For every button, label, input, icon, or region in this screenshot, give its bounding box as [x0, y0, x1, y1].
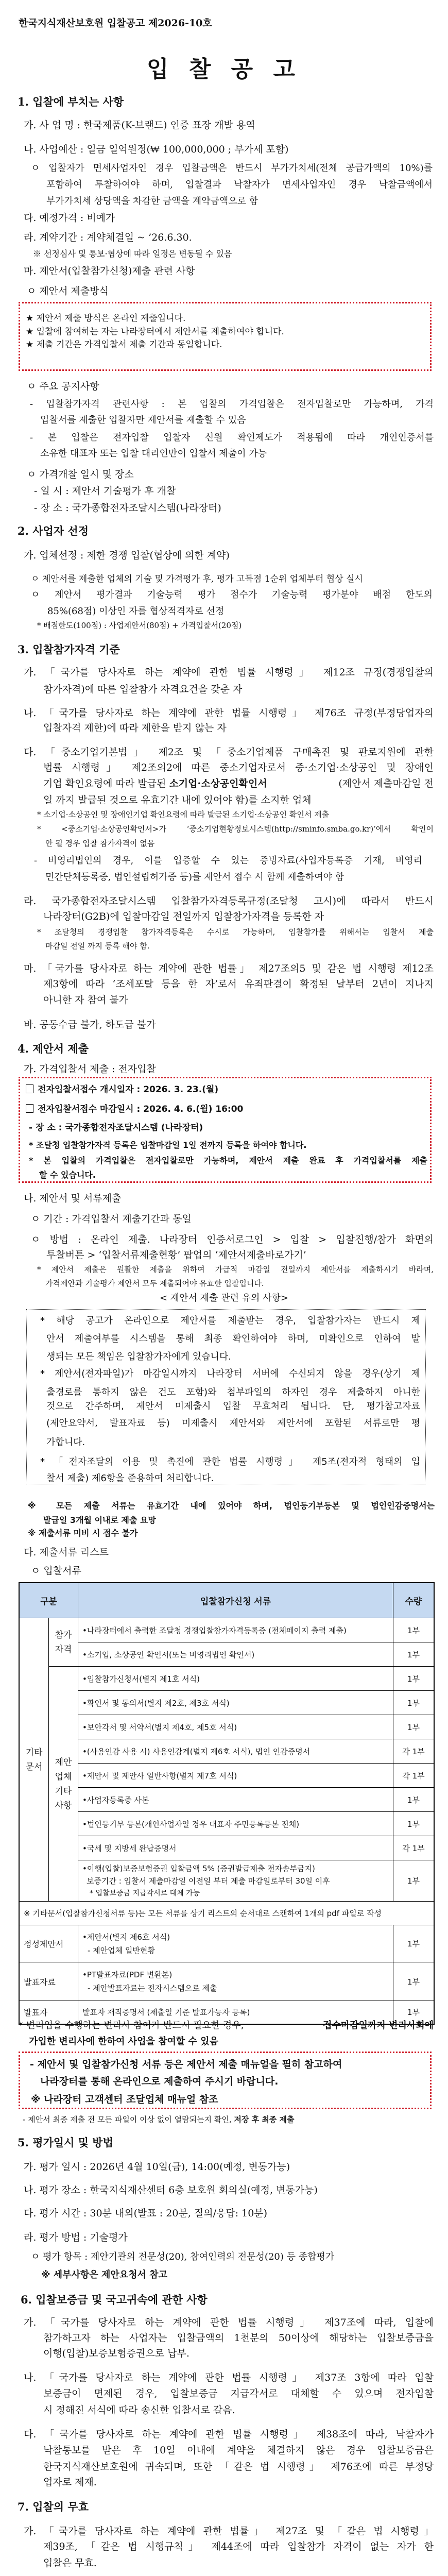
- item-proposal-submission: 마. 제안서(입찰참가신청)제출 관련 사항: [24, 265, 195, 277]
- submission-method-label: ㅇ 제안서 제출방식: [27, 285, 109, 297]
- section-heading: 2. 사업자 선정: [18, 524, 89, 537]
- table-row: [19, 1691, 434, 1715]
- note-emphasis: 접수마감일까지 변리사회에: [323, 2020, 434, 2031]
- document-quantity: 1부: [393, 1618, 435, 1642]
- table-row: [19, 1902, 434, 1925]
- invalid-bid-item: 제39조, 「같은 법 시행규칙」 제44조에 따라 입찰참가 자격이 없는 자가 한: [43, 2541, 434, 2552]
- document-quantity: 1부: [393, 1812, 435, 1836]
- bid-open-date: [26, 1082, 448, 1095]
- vat-note: 부가가치세 상당액을 차감한 금액을 계약금액으로 함: [46, 196, 259, 207]
- item-project-name: 가. 사 업 명 : 한국제품(K-브랜드) 인증 표장 개발 용역: [24, 120, 255, 131]
- document-name: •(사용인감 사용 시) 사용인감계(별지 제6호 서식), 법인 인감증명서: [78, 1739, 393, 1764]
- table-row: [19, 1860, 434, 1902]
- document-quantity: 1부: [393, 1642, 435, 1667]
- submission-method: 투찰버튼 > ‘입찰서류제출현황’ 팝업의 ‘제안서제출바로가기’: [46, 1249, 306, 1261]
- table-row: [19, 1925, 434, 1962]
- doc-line: •제안서(별지 제6호 서식): [82, 1932, 170, 1942]
- bond-line: 보증기간 : 입찰서 제출마감일 이전일 부터 제출 마감일로부터 30일 이후: [87, 1876, 330, 1886]
- invalid-bid-item: 입찰은 무효.: [43, 2557, 97, 2569]
- vat-note: 포함하여 투찰하여야 하며, 입찰결과 낙찰자가 면세사업자인 경우 낙찰금액에서: [46, 179, 433, 190]
- bid-bond-item: 낙찰통보를 받은 후 10일 이내에 계약을 체결하지 않은 경우 입찰보증금은: [43, 2445, 434, 2456]
- document-quantity: 1부: [393, 1925, 435, 1962]
- document-quantity: 각 1부: [393, 1739, 435, 1764]
- qualification-note: 안 될 경우 입찰 참가자격이 없음: [45, 839, 155, 848]
- bid-bond-item: 이행(입찰)보증보험증권으로 납부.: [43, 2348, 189, 2359]
- item-proposal-docs: 나. 제안서 및 서류제출: [24, 1193, 122, 1204]
- bid-bond-item: 가. 「국가를 당사자로 하는 계약에 관한 법률 시행령」 제37조에 따라, 입찰에: [24, 2317, 434, 2328]
- invalid-bid-item: 가. 「국가를 당사자로 하는 계약에 관한 법률」 제27조 및 「같은 법 시행령」: [24, 2526, 434, 2537]
- bid-bond-item: 나. 「국가를 당사자로 하는 계약에 관한 법률 시행령」 제37조 3항에 따라 입찰: [24, 2372, 434, 2383]
- section-heading: 4. 제안서 제출: [18, 1042, 89, 1055]
- registration-note: * 조달청의 경쟁입찰 참가자격등록은 수시로 가능하며, 입찰참가를 위해서는 입찰서 제출: [37, 927, 434, 937]
- bid-documents-label: ㅇ 입찰서류: [31, 1565, 81, 1577]
- document-name: •국세 및 지방세 완납증명서: [78, 1836, 393, 1860]
- table-row: [19, 1788, 434, 1812]
- qualification-item: 법률 시행령」 제2조의2에 따른 중소기업자로서 중·소기업·소상공인 및 장애인: [43, 762, 434, 773]
- section-heading: 7. 입찰의 무효: [18, 2500, 89, 2513]
- registration-note: 마감일 전일 까지 등록 해야 함.: [45, 941, 150, 951]
- submission-method: ㅇ 방법 : 온라인 제출. 나라장터 인증서로그인 > 입찰 > 입찰진행/참가 화면의: [31, 1234, 434, 1245]
- qualification-item: 바. 공동수급 불가, 하도급 불가: [24, 1019, 156, 1030]
- selection-bullet: ㅇ 제안서 평가결과 기술능력 평가 점수가 기술능력 평가분야 배점 한도의: [31, 589, 433, 600]
- doc-line: - 제안업체 일반현황: [88, 1945, 155, 1955]
- item-document-list: 다. 제출서류 리스트: [24, 1547, 109, 1558]
- group-qualification: 참가 자격: [49, 1618, 78, 1667]
- document-number: 한국지식재산보호원 입찰공고 제2026-10호: [19, 18, 212, 29]
- qualification-item: 나. 「국가를 당사자로 하는 계약에 관한 법률 시행령」 제76조 규정(부정당업자의: [24, 707, 434, 719]
- evaluation-note: ※ 세부사항은 제안요청서 참고: [41, 2269, 167, 2280]
- bid-bond-item: 한국지식재산보호원에 귀속되며, 또한 「같은 법 시행령」 제76조에 따른 부정당: [43, 2461, 434, 2472]
- document-name: •법인등기부 등본(개인사업자일 경우 대표자 주민등록등본 전체): [78, 1812, 393, 1836]
- qualification-item: 마. 「국가를 당사자로 하는 계약에 관한 법률」 제27조의5 및 같은 법 시행령 제12조: [24, 963, 434, 974]
- qualification-item: 나라장터(G2B)에 입찰마감일 전일까지 입찰참가자격을 등록한 자: [43, 911, 324, 922]
- group-vendor-other: 제안 업체 기타 사항: [49, 1667, 78, 1902]
- document-quantity: 1부: [393, 2001, 435, 2024]
- notice-item: - 입찰참가자격 관련사항 : 본 입찰의 가격입찰은 전자입찰로만 가능하며, 가격: [30, 399, 434, 410]
- evaluation-duration: 다. 평가 시간 : 30분 내외(발표 : 20분, 질의/응답: 10분): [24, 2208, 268, 2219]
- scan-note: ※ 기타문서(입찰참가신청서류 등)는 모든 서류를 상기 리스트의 순서대로 스캔하여 1개의 pdf 파일로 작성: [19, 1902, 434, 1925]
- document-name: •입찰참가신청서(별지 제1호 서식): [78, 1667, 393, 1691]
- caution-item: 생되는 모든 책임은 입찰참가자에게 있습니다.: [46, 1351, 231, 1362]
- schedule-text: 전자입찰서접수 개시일자 : 2026. 3. 23.(월): [38, 1084, 219, 1095]
- caution-item: * 제안서(전자파일)가 마감일시까지 나라장터 서버에 수신되지 않을 경우(상기 제: [40, 1368, 420, 1379]
- qualification-item: [43, 776, 434, 790]
- item-budget: 나. 사업예산 : 일금 일억원정(₩ 100,000,000 ; 부가세 포함): [24, 144, 289, 155]
- notice-item: 입찰서를 제출한 입찰자만 제안서를 제출할 수 있음: [40, 415, 246, 426]
- document-quantity: 1부: [393, 1667, 435, 1691]
- opening-label: ㅇ 가격개찰 일시 및 장소: [27, 469, 134, 480]
- document-name: •소기업, 소상공인 확인서(또는 비영리법인 확인서): [78, 1642, 393, 1667]
- caution-item: 출경로를 통하지 않은 건도 포함)와 첨부파일의 하자인 경우 제출하지 아니한: [46, 1387, 420, 1398]
- table-header-row: [19, 1583, 434, 1618]
- note-text: - 제안서 최종 제출 전 모든 파일이 이상 없이 열람되는지 확인,: [23, 2115, 234, 2124]
- bid-bond-item: 시 정해진 서식에 따라 송신한 입찰서로 갈음.: [43, 2404, 235, 2416]
- item-contract-period: 라. 계약기간 : 계약체결일 ~ ’26.6.30.: [24, 232, 192, 243]
- caution-item: 찰서 제출) 제6항을 준용하여 처리합니다.: [46, 1473, 214, 1484]
- item-price-bid: 가. 가격입찰서 제출 : 전자입찰: [24, 1063, 156, 1075]
- qualification-text: 기업 확인요령에 따라 발급된: [43, 778, 169, 789]
- evaluation-place: 나. 평가 장소 : 한국지식재산센터 6층 보호원 회의실(예정, 변동가능): [24, 2184, 318, 2196]
- table-row: [19, 1962, 434, 2001]
- evaluation-method: 라. 평가 방법 : 기술평가: [24, 2232, 128, 2243]
- manual-note: - 제안서 및 입찰참가신청 서류 등은 제안서 제출 매뉴얼을 필히 참고하여: [30, 2059, 342, 2070]
- table-row: [19, 1812, 434, 1836]
- caution-item: * 「전자조달의 이용 및 촉진에 관한 법률 시행령」 제5조(전자적 형태의 입: [40, 1456, 420, 1467]
- note-emphasis: 저장 후 최종 제출: [234, 2115, 295, 2124]
- table-row: [19, 1642, 434, 1667]
- section-heading: 5. 평가일시 및 방법: [18, 2136, 113, 2149]
- patent-attorney-note: 가입한 변리사에 한하여 사업을 참여할 수 있음: [29, 2036, 218, 2047]
- submission-note: * 제안서 제출은 원활한 제출을 위하여 가급적 마감일 전일까지 제안서를 제출하시기 바라며,: [37, 1265, 434, 1274]
- presenter-label: 발표자: [19, 2001, 78, 2024]
- final-submission-note: [23, 2114, 448, 2125]
- nonprofit-note: - 비영리법인의 경우, 이를 입증할 수 있는 증빙자료(사업자등록증 기재, 비영리: [34, 855, 422, 866]
- notice-box-item: ★ 입찰에 참여하는 자는 나라장터에서 제안서를 제출하여야 합니다.: [26, 327, 284, 337]
- qualification-text-group: [43, 776, 267, 790]
- note-text: * 변리업을 수행하는 변리사 참여가 반드시 필요한 경우,: [19, 2020, 244, 2031]
- document-name: [78, 1860, 393, 1902]
- incomplete-documents-warning: ※ 제출서류 미비 시 접수 불가: [28, 1528, 138, 1538]
- qualification-note: * 소기업·소상공인 및 장애인기업 확인요령에 따라 발급된 소기업·소상공인 확인서 제출: [37, 810, 330, 819]
- presentation-materials-label: 발표자료: [19, 1962, 78, 2001]
- document-name: [78, 1962, 393, 2001]
- bid-close-datetime: [26, 1101, 448, 1114]
- qualification-item: 라. 국가종합전자조달시스템 입찰참가자격등록규정(조달청 고시)에 따라서 반드시: [24, 895, 434, 907]
- table-row: [19, 1764, 434, 1788]
- schedule-note: ※ 선정심사 및 통보·협상에 따라 일정은 변동될 수 있음: [33, 249, 232, 259]
- evaluation-items: ㅇ 평가 항목 : 제안기관의 전문성(20), 참여인력의 전문성(20) 등 종합평가: [31, 2251, 335, 2262]
- document-quantity: 각 1부: [393, 1764, 435, 1788]
- qualification-item: 참가자격)에 따른 입찰참가 자격요건을 갖춘 자: [43, 684, 243, 695]
- schedule-text: 전자입찰서접수 마감일시 : 2026. 4. 6.(월) 16:00: [38, 1104, 244, 1114]
- bid-bond-item: 다. 「국가를 당사자로 하는 계약에 관한 법률 시행령」 제38조에 따라, 낙찰자가: [24, 2429, 434, 2440]
- qualitative-proposal-label: 정성제안서: [19, 1925, 78, 1962]
- document-name: •제안서 및 제안사 일반사항(별지 제7호 서식): [78, 1764, 393, 1788]
- qualification-item: 다. 「중소기업기본법」 제2조 및 「중소기업제품 구매촉진 및 판로지원에 관한: [24, 747, 434, 758]
- submission-period: ㅇ 기간 : 가격입찰서 제출기간과 동일: [31, 1213, 192, 1225]
- caution-item: 것으로 간주하며, 제안서 미제출시 입찰 무효처리 됩니다. 단, 평가참고자료: [46, 1401, 420, 1412]
- section-heading: 6. 입찰보증금 및 국고귀속에 관한 사항: [21, 2293, 208, 2306]
- qualification-item: 입찰자격 제한)에 따라 제한을 받지 않는 자: [43, 722, 227, 734]
- document-name: •보안각서 및 서약서(별지 제4호, 제5호 서식): [78, 1715, 393, 1739]
- caution-item: 안서 제출여부를 시스템을 통해 최종 확인하여야 하며, 미확인으로 인하여 발: [46, 1333, 420, 1344]
- document-quantity: 1부: [393, 1962, 435, 2001]
- bid-bond-item: 업자로 제재.: [43, 2477, 97, 2488]
- score-note: * 배점한도(100점) : 사업제안서(80점) + 가격입찰서(20점): [37, 621, 242, 630]
- caution-item: (제안요약서, 발표자료 등) 미제출시 제안서와 제안서에 포함된 서류로만 평: [46, 1418, 420, 1429]
- notice-box-item: ★ 제안서 제출 방식은 온라인 제출입니다.: [26, 313, 186, 324]
- qualification-item: 가. 「국가를 당사자로 하는 계약에 관한 법률 시행령」 제12조 규정(경쟁입찰의: [24, 667, 434, 678]
- document-name: 발표자 재직증명서 (제출일 기준 발표가능자 등록): [78, 2001, 393, 2024]
- document-name: [78, 1925, 393, 1962]
- document-name: •사업자등록증 사본: [78, 1788, 393, 1812]
- document-name: •확인서 및 동의서(별지 제2호, 제3호 서식): [78, 1691, 393, 1715]
- nonprofit-note: 민간단체등록증, 법인설립허가증 등)를 제안서 접수 시 함께 제출하여야 함: [45, 872, 344, 883]
- documents-table: [19, 1582, 435, 2025]
- vat-note: ㅇ 입찰자가 면세사업자인 경우 입찰금액은 반드시 부가가치세(전체 공급가액의 10%)를: [31, 163, 433, 174]
- table-row: [19, 1715, 434, 1739]
- section-heading: 1. 입찰에 부치는 사항: [18, 95, 124, 108]
- document-validity-warning: ※ 모든 제출 서류는 유효기간 내에 있어야 하며, 법인등기부등본 및 법인인감증명서는: [28, 1501, 435, 1511]
- document-quantity: 1부: [393, 1860, 435, 1902]
- notice-item: 소유한 대표자 또는 입찰 대리인만이 입찰서 제출이 가능: [40, 448, 267, 459]
- price-bid-note: 할 수 있습니다.: [39, 1170, 96, 1180]
- bid-bond-item: 보증금이 면제된 경우, 입찰보증금 지급각서로 대체할 수 있으며 전자입찰: [43, 2388, 434, 2399]
- opening-place: - 장 소 : 국가종합전자조달시스템(나라장터): [34, 502, 221, 514]
- item-estimated-price: 다. 예정가격 : 비예가: [24, 212, 115, 224]
- bid-place: - 장 소 : 국가종합전자조달시스템 (나라장터): [29, 1123, 203, 1133]
- manual-note: 나라장터를 통해 온라인으로 제출하여 주시기 바랍니다.: [40, 2076, 279, 2087]
- bond-line: * 입찰보증금 지급각서로 대체 가능: [90, 1889, 200, 1897]
- item-vendor-selection: 가. 업체선정 : 제한 경쟁 입찰(협상에 의한 계약): [24, 550, 230, 561]
- evaluation-date: 가. 평가 일시 : 2026년 4월 10일(금), 14:00(예정, 변동가능): [24, 2161, 290, 2173]
- registration-deadline-note: * 조달청 입찰참가자격 등록은 입찰마감일 1일 전까지 등록을 하여야 합니다.: [29, 1140, 307, 1150]
- checkbox-icon: [26, 1084, 33, 1093]
- notice-box-item: ★ 제출 기간은 가격입찰서 제출 기간과 동일합니다.: [26, 340, 222, 350]
- small-business-certificate: 소기업·소상공인확인서: [169, 778, 267, 789]
- document-validity-warning: 발급일 3개월 이내로 제출 요망: [43, 1515, 156, 1525]
- selection-bullet: ㅇ 제안서를 제출한 업체의 기술 및 가격평가 후, 평가 고득점 1순위 업체부터 협상 실시: [31, 574, 363, 584]
- document-quantity: 각 1부: [393, 1836, 435, 1860]
- qualification-item: 일 까지 발급된 것으로 유효기간 내에 있어야 함)를 소지한 업체: [43, 794, 312, 806]
- bond-line: •이행(입찰)보증보험증권 입찰금액 5% (증권발급제출 전자송부금지): [82, 1863, 315, 1873]
- table-row: [19, 1739, 434, 1764]
- opening-time: - 일 시 : 제안서 기술평가 후 개찰: [34, 485, 176, 497]
- doc-line: •PT발표자료(PDF 변환본): [82, 1970, 173, 1979]
- table-row: [19, 1618, 434, 1642]
- qualification-item: 제3항에 따라 ‘조세포탈 등을 한 자’로서 유죄판결이 확정된 날부터 2년이 지나지: [43, 978, 434, 990]
- qualification-text: (제안서 제출마감일 전: [338, 778, 434, 789]
- document-quantity: 1부: [393, 1715, 435, 1739]
- table-row: [19, 1667, 434, 1691]
- checkbox-icon: [26, 1104, 33, 1113]
- notice-item: - 본 입찰은 전자입찰 입찰자 신원 확인제도가 적용됨에 따라 개인인증서를: [30, 432, 434, 443]
- key-notices-label: ㅇ 주요 공지사항: [27, 381, 99, 392]
- doc-line: - 제안발표자료는 전자시스템으로 제출: [88, 1984, 217, 1993]
- document-name: •나라장터에서 출력한 조달청 경쟁입찰참가자격등록증 (전체페이지 출력 제출): [78, 1618, 393, 1642]
- section-heading: 3. 입찰참가자격 기준: [18, 643, 120, 656]
- document-quantity: 1부: [393, 1788, 435, 1812]
- qualification-note: * <중소기업·소상공인확인서>가 ‘중소기업현황정보시스템(http://sminfo.smba.go.kr)’에서 확인이: [37, 824, 434, 834]
- table-row: [19, 1836, 434, 1860]
- caution-item: 가합니다.: [46, 1437, 85, 1448]
- bid-bond-item: 참가하고자 하는 사업자는 입찰금액의 1천분의 50이상에 해당하는 입찰보증금을: [43, 2332, 434, 2344]
- document-quantity: 1부: [393, 1691, 435, 1715]
- caution-item: * 해당 공고가 온라인으로 제안서를 제출받는 경우, 입찰참가자는 반드시 제: [40, 1315, 420, 1326]
- qualification-item: 아니한 자 참여 불가: [43, 994, 128, 1006]
- group-other-docs: 기타 문서: [19, 1618, 49, 1902]
- header-quantity: 수량: [393, 1583, 435, 1618]
- header-category: 구분: [19, 1583, 78, 1618]
- caution-title: < 제안서 제출 관련 유의 사항>: [159, 1293, 289, 1303]
- submission-note: 가격제안과 기술평가 제안서 모두 제출되어야 유효한 입찰입니다.: [45, 1279, 264, 1288]
- selection-bullet: 85%(68점) 이상인 자를 협상적격자로 선정: [47, 606, 225, 617]
- header-documents: 입찰참가신청 서류: [78, 1583, 393, 1618]
- price-bid-note: * 본 입찰의 가격입찰은 전자입찰로만 가능하며, 제안서 제출 완료 후 가격입찰서를 제출: [29, 1156, 427, 1165]
- page-title: 입 찰 공 고: [147, 56, 301, 82]
- manual-reference: ※ 나라장터 고객센터 조달업체 매뉴얼 참조: [31, 2094, 218, 2105]
- patent-attorney-note: [19, 2018, 434, 2031]
